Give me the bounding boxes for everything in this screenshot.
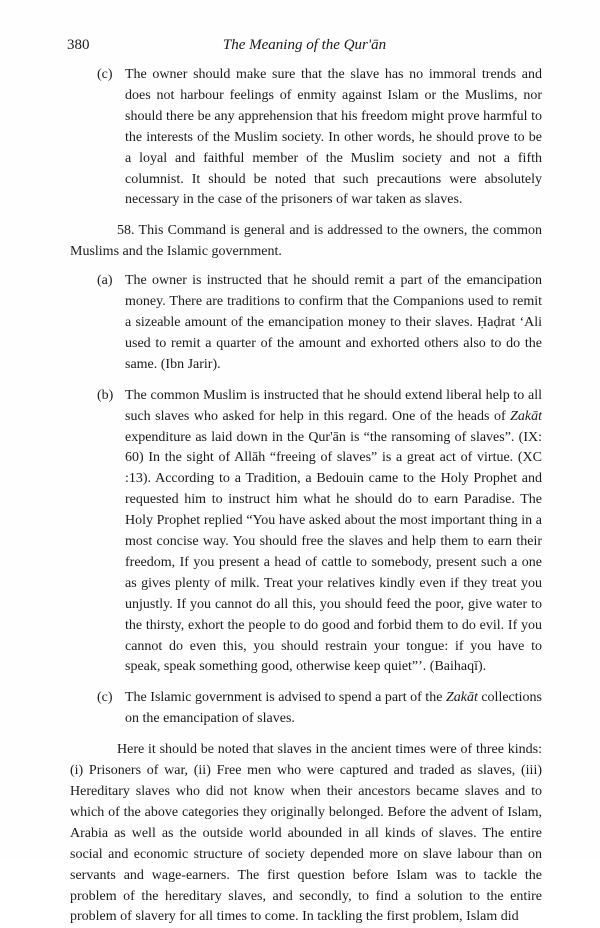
note-58-paragraph: 58. This Command is general and is addressed to the owners, the common Muslims and the Islamic government. — [70, 223, 542, 260]
text-segment: The common Muslim is instructed that he should extend liberal help to all such slaves who asked for help in this regard. One of the heads of — [125, 387, 542, 424]
list-item-a — [70, 271, 542, 376]
running-head: The Meaning of the Qur'ān — [222, 37, 387, 53]
text-segment: expenditure as laid down in the Qur'ān is “the ransoming of slaves”. (IX: 60) In the sight of Allāh “freeing of slaves” is a great act of virtue. (XC :13). According to a Tradition, a Bedouin came to the Holy Prophet and requested him to instruct him what he should do to earn Paradise. The Holy Prophet replied “You have asked about the most important thing in a most concise way. You should free the slaves and help them to earn their freedom, If you present a head of cattle to somebody, present such a one as gives plenty of milk. Treat your relatives kindly even if they treat you unjustly. If you cannot do all this, you should feed the poor, give water to the thirsty, exhort the people to do good and forbid them to do evil. If you cannot do even this, you should restrain your tongue: if you have to speak, speak something good, otherwise keep quiet”’. (Baihaqī). — [125, 429, 542, 675]
page-header — [67, 37, 542, 59]
page-number: 380 — [67, 37, 90, 53]
list-item-text: The owner should make sure that the slave has no immoral trends and does not harbour feelings of enmity against Islam or the Muslims, nor should there be any apprehension that his freedom might prove harmful to the interests of the Muslim society. In other words, he should prove to be a loyal and faithful member of the Muslim society and not a fifth columnist. It should be noted that such precautions were absolutely necessary in the case of the prisoners of war taken as slaves. — [125, 67, 542, 208]
page-body — [70, 65, 542, 928]
list-item-c — [70, 688, 542, 730]
list-item-b — [70, 386, 542, 679]
text-segment: collections on the emancipation of slaves. — [125, 690, 542, 727]
list-marker: (a) — [97, 273, 113, 289]
list-item-text: The owner is instructed that he should remit a part of the emancipation money. There are traditions to confirm that the Companions used to remit a sizeable amount of the emancipation money to their slaves. Ḥaḍrat ‘Ali used to remit a quarter of the amount and exhorted others also to do the same. (Ibn Jarir). — [125, 273, 542, 372]
closing-paragraph: Here it should be noted that slaves in the ancient times were of three kinds: (i) Prisoners of war, (ii) Free men who were captured and traded as slaves, (iii) Hereditary slaves who did not know when their ancestors became slaves and to which of the above categories they originally belonged. Before the advent of Islam, Arabia as well as the outside world abounded in all kinds of slaves. The entire social and economic structure of society depended more on slave labour than on servants and wage-earners. The first question before Islam was to tackle the problem of the hereditary slaves, and secondly, to find a solution to the entire problem of slavery for all times to come. In tackling the first problem, Islam did — [70, 742, 542, 925]
list-marker: (c) — [97, 67, 113, 82]
list-item-c-previous — [70, 65, 542, 211]
list-item-text — [125, 688, 542, 730]
italic-term-zakat: Zakāt — [445, 690, 478, 706]
text-segment: The Islamic government is advised to spend a part of the — [125, 690, 446, 706]
list-item-text — [125, 386, 542, 679]
list-marker: (c) — [97, 690, 113, 706]
list-marker: (b) — [97, 387, 114, 403]
italic-term-zakat: Zakāt — [510, 408, 542, 424]
